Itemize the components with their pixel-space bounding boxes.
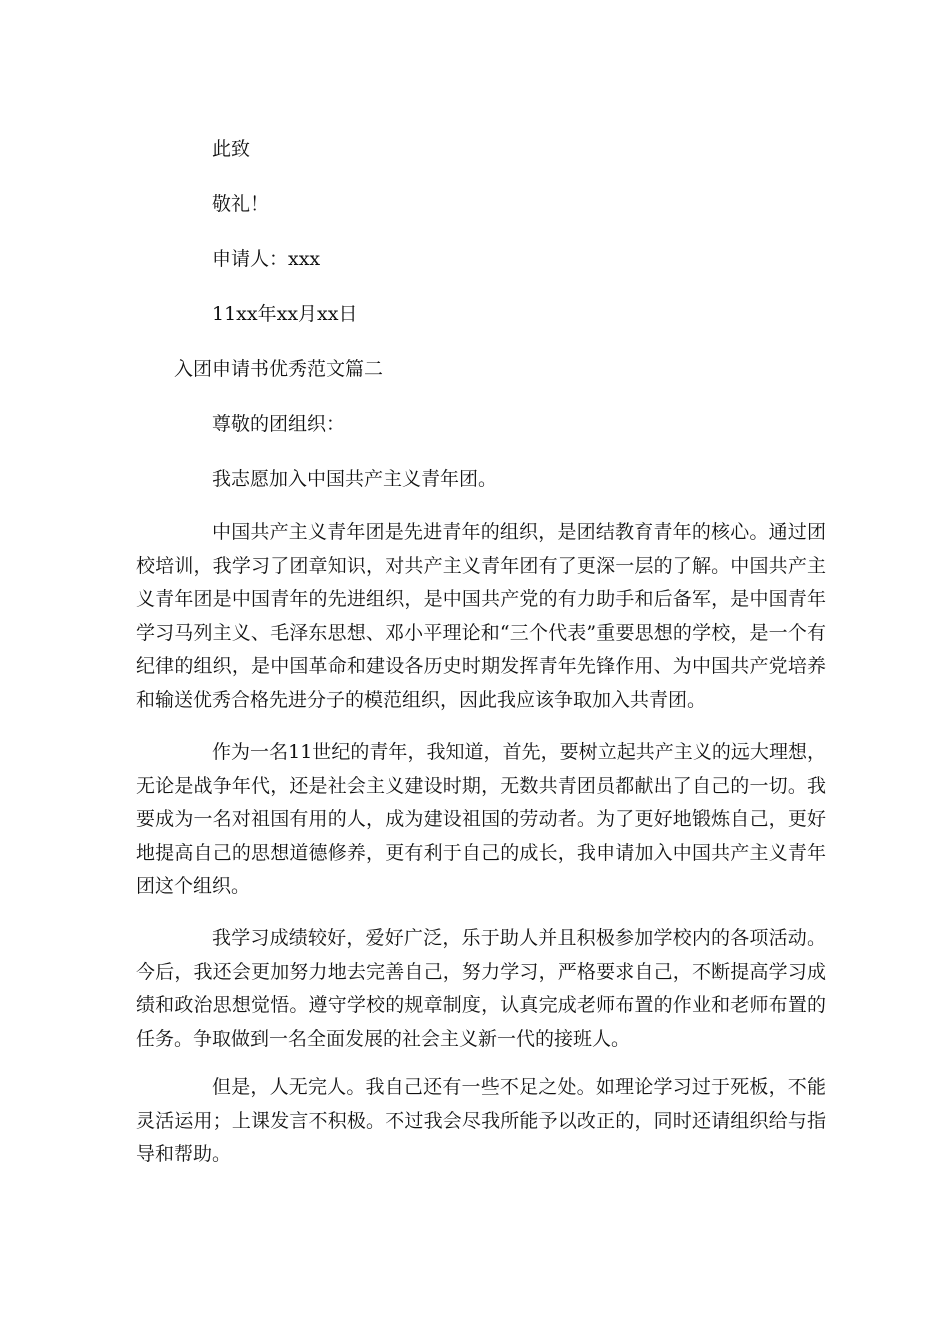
closing-salutation: 此致 [212,138,251,160]
body-paragraph: 作为一名11世纪的青年，我知道，首先，要树立起共产主义的远大理想，无论是战争年代，还是社会主义建设时期，无数共青团员都献出了自己的一切。我要成为一名对祖国有用的人，成为建设祖国的劳动者。为了更好地锻炼自己，更好地提高自己的思想道德修养，更有利于自己的成长，我申请加入中国共产主义青年团这个组织。 [136,741,826,897]
signature-date: 11xx年xx月xx日 [212,303,358,325]
body-paragraph: 但是，人无完人。我自己还有一些不足之处。如理论学习过于死板，不能灵活运用；上课发言不积极。不过我会尽我所能予以改正的，同时还请组织给与指导和帮助。 [136,1076,826,1165]
closing-regards: 敬礼！ [212,193,270,215]
body-paragraph: 中国共产主义青年团是先进青年的组织，是团结教育青年的核心。通过团校培训，我学习了团章知识，对共产主义青年团有了更深一层的了解。中国共产主义青年团是中国青年的先进组织，是中国共产党的有力助手和后备军，是中国青年学习马列主义、毛泽东思想、邓小平理论和“三个代表”重要思想的学校，是一个有纪律的组织，是中国革命和建设各历史时期发挥青年先锋作用、为中国共产党培养和输送优秀合格先进分子的模范组织，因此我应该争取加入共青团。 [136,521,826,711]
section-title: 入团申请书优秀范文篇二 [174,358,384,380]
applicant-signature: 申请人：xxx [212,248,321,270]
body-paragraph: 我学习成绩较好，爱好广泛，乐于助人并且积极参加学校内的各项活动。今后，我还会更加努力地去完善自己，努力学习，严格要求自己，不断提高学习成绩和政治思想觉悟。遵守学校的规章制度，认真完成老师布置的作业和老师布置的任务。争取做到一名全面发展的社会主义新一代的接班人。 [136,927,826,1050]
letter-greeting: 尊敬的团组织： [212,413,346,435]
letter-intro: 我志愿加入中国共产主义青年团。 [212,468,498,490]
